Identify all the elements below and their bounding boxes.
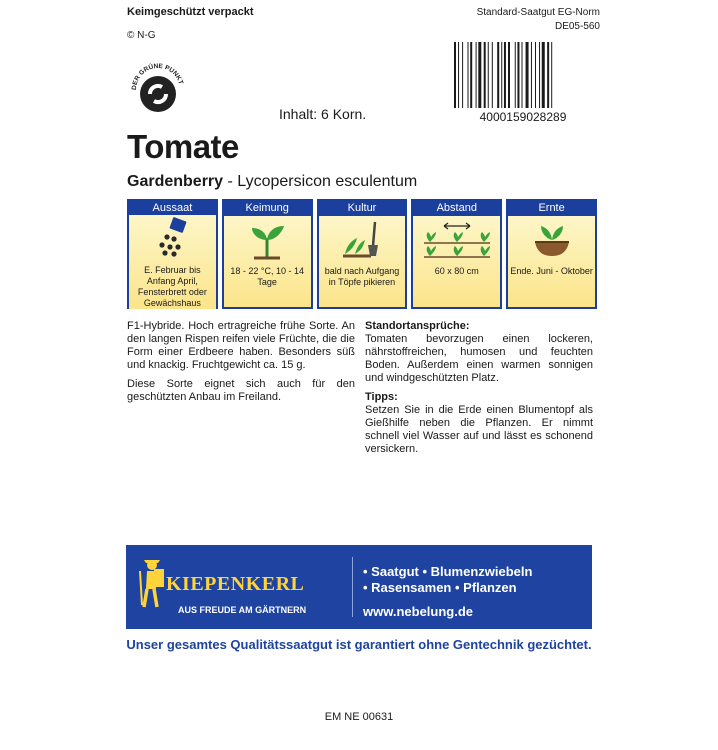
- category-line: • Saatgut • Blumenzwiebeln: [363, 564, 533, 579]
- standard-info: [477, 6, 600, 34]
- barcode-number: 4000159028289: [479, 110, 567, 124]
- step-text: bald nach Aufgang in Töpfe pikieren: [324, 266, 400, 287]
- gmo-free-guarantee: Unser gesamtes Qualitätssaatgut ist garantiert ohne Gentechnik gezüchtet.: [126, 637, 592, 652]
- latin-name: Lycopersicon esculentum: [237, 173, 418, 190]
- seed-packet-icon: [129, 215, 216, 261]
- step-label: Aussaat: [129, 201, 216, 215]
- step-label: Kultur: [319, 201, 406, 216]
- seedling-icon: [224, 216, 311, 262]
- gruener-punkt-icon: [128, 60, 188, 120]
- step-label: Ernte: [508, 201, 595, 216]
- tips-text: Setzen Sie in die Erde einen Blumentopf als Gießhilfe neben die Pflanzen. Er nimmt schnell viel Wasser auf und lässt es schonend versickern.: [365, 404, 593, 455]
- step-text: 18 - 22 °C, 10 - 14 Tage: [230, 266, 305, 287]
- footer-code: EM NE 00631: [324, 711, 394, 723]
- step-aussaat: [127, 199, 218, 309]
- content-label: Inhalt: 6 Korn.: [279, 106, 367, 122]
- description-paragraph: F1-Hybride. Hoch ertragreiche frühe Sorte. An den langen Rispen reifen viele Früchte, die die Form einer Erdbeere haben. Besonders süß und knackig. Fruchtgewicht ca. 15 g.: [127, 320, 355, 371]
- step-text: Ende. Juni - Oktober: [510, 266, 593, 276]
- logo-text: DER GRÜNE PUNKT: [130, 62, 185, 91]
- location-heading: Standortansprüche:: [365, 320, 470, 332]
- step-keimung: [222, 199, 313, 309]
- step-label: Abstand: [413, 201, 500, 216]
- brand-name: KIEPENKERL: [166, 573, 305, 595]
- kiepenkerl-figure-icon: [136, 557, 166, 611]
- barcode: [450, 42, 596, 124]
- product-code: DE05-560: [554, 21, 600, 32]
- subtitle: [127, 173, 417, 191]
- spacing-icon: [413, 216, 500, 262]
- packaging-note: Keimgeschützt verpackt: [127, 6, 254, 18]
- step-abstand: [411, 199, 502, 309]
- tips-heading: Tipps:: [365, 391, 398, 403]
- description-paragraph: Diese Sorte eignet sich auch für den geschützten Anbau im Freiland.: [127, 378, 355, 403]
- copyright-note: © N-G: [127, 30, 156, 41]
- description: [127, 320, 355, 410]
- harvest-bowl-icon: [508, 216, 595, 262]
- cultivation-steps: [127, 199, 597, 309]
- page-title: Tomate: [127, 128, 239, 165]
- category-line: • Rasensamen • Pflanzen: [363, 580, 517, 595]
- shovel-plant-icon: [319, 216, 406, 262]
- variety-name: Gardenberry: [127, 173, 224, 190]
- barcode-bars: [450, 42, 596, 124]
- location-text: Tomaten bevorzugen einen lockeren, nährstoffreichen, humosen und feuchten Boden. Außerdem einen warmen sonnigen und windgeschützten Platz.: [365, 333, 593, 384]
- subtitle-separator: -: [223, 173, 238, 190]
- standard-label: Standard-Saatgut EG-Norm: [476, 7, 600, 18]
- brand-tagline: AUS FREUDE AM GÄRTNERN: [178, 605, 307, 615]
- brand-banner: [126, 545, 592, 629]
- step-text: E. Februar bis Anfang April, Fensterbrett oder Gewächshaus: [137, 265, 207, 308]
- growing-info: [365, 320, 593, 462]
- step-kultur: [317, 199, 408, 309]
- banner-divider: [352, 557, 353, 617]
- product-categories: [363, 564, 532, 596]
- website-link[interactable]: www.nebelung.de: [363, 604, 474, 619]
- step-text: 60 x 80 cm: [434, 266, 479, 276]
- step-label: Keimung: [224, 201, 311, 216]
- step-ernte: [506, 199, 597, 309]
